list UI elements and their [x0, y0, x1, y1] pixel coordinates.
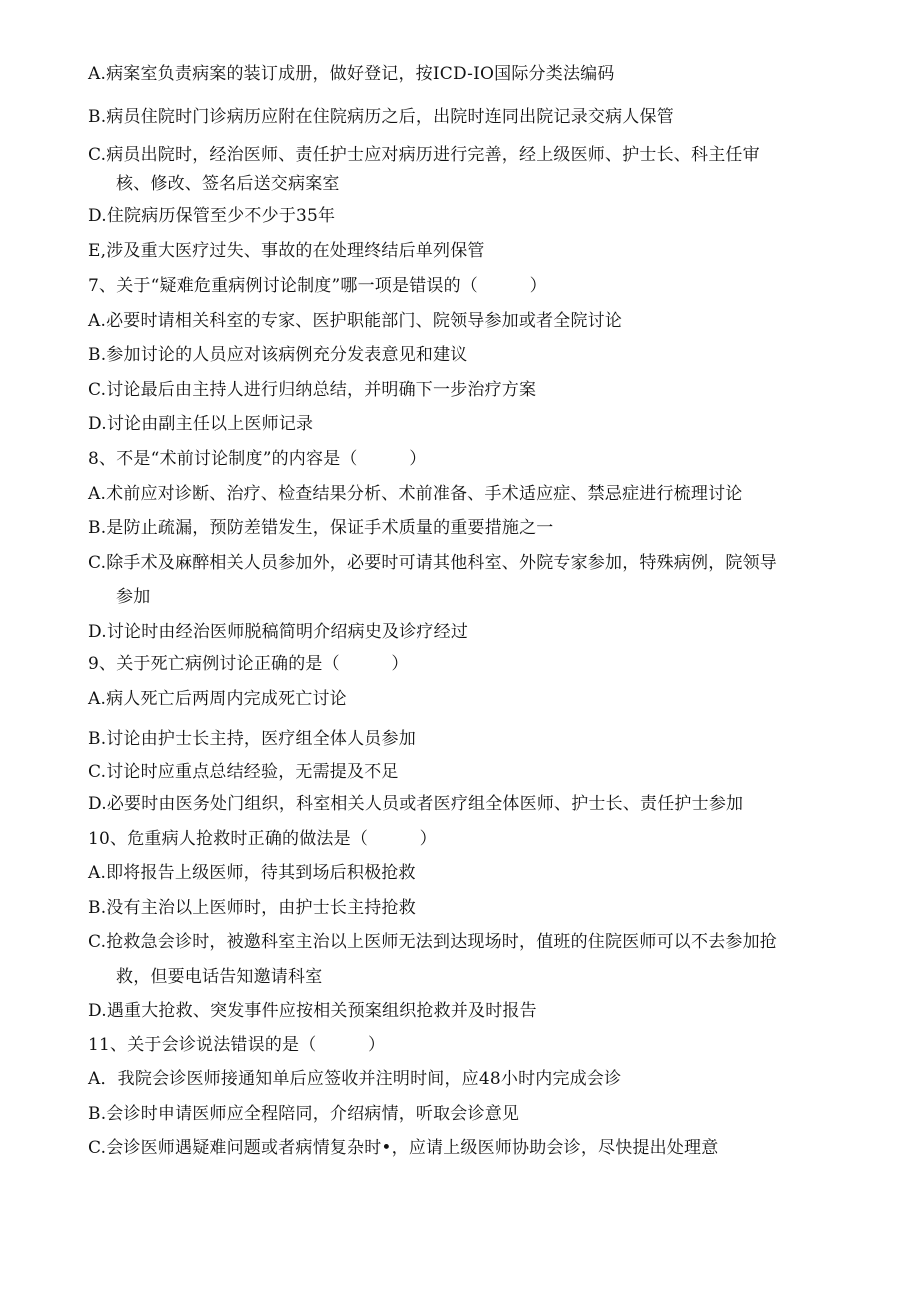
option-9d: D.必要时由医务处门组织，科室相关人员或者医疗组全体医师、护士长、责任护士参加 — [88, 794, 744, 814]
option-8a: A.术前应对诊断、治疗、检查结果分析、术前准备、手术适应症、禁忌症进行梳理讨论 — [88, 484, 743, 504]
option-10c: C.抢救急会诊时，被邀科室主治以上医师无法到达现场时，值班的住院医师可以不去参加抢 — [88, 932, 778, 952]
question-11: 11、关于会诊说法错误的是（ ） — [88, 1035, 386, 1055]
option-6c: C.病员出院时，经治医师、责任护士应对病历进行完善，经上级医师、护士长、科主任审 — [88, 145, 760, 165]
option-8c-continued: 参加 — [116, 587, 151, 607]
option-10b: B.没有主治以上医师时，由护士长主持抢救 — [88, 898, 416, 918]
option-7a: A.必要时请相关科室的专家、医护职能部门、院领导参加或者全院讨论 — [88, 311, 623, 331]
option-7d: D.讨论由副主任以上医师记录 — [88, 414, 314, 434]
option-9b: B.讨论由护士长主持，医疗组全体人员参加 — [88, 729, 416, 749]
option-6a: A.病案室负责病案的装订成册，做好登记，按ICD-IO国际分类法编码 — [88, 64, 615, 84]
option-9c: C.讨论时应重点总结经验，无需提及不足 — [88, 762, 399, 782]
option-6d: D.住院病历保管至少不少于35年 — [88, 206, 336, 226]
option-8d: D.讨论时由经治医师脱稿简明介绍病史及诊疗经过 — [88, 622, 469, 642]
option-8b: B.是防止疏漏，预防差错发生，保证手术质量的重要措施之一 — [88, 518, 554, 538]
option-10a: A.即将报告上级医师，待其到场后积极抢救 — [88, 863, 416, 883]
question-8: 8、不是“术前讨论制度”的内容是（ ） — [88, 449, 427, 469]
question-10: 10、危重病人抢救时正确的做法是（ ） — [88, 829, 437, 849]
option-6b: B.病员住院时门诊病历应附在住院病历之后，出院时连同出院记录交病人保管 — [88, 107, 674, 127]
option-7c: C.讨论最后由主持人进行归纳总结，并明确下一步治疗方案 — [88, 380, 537, 400]
option-11a: A．我院会诊医师接通知单后应签收并注明时间，应48小时内完成会诊 — [88, 1069, 622, 1089]
option-8c: C.除手术及麻醉相关人员参加外，必要时可请其他科室、外院专家参加，特殊病例，院领导 — [88, 553, 778, 573]
question-7: 7、关于“疑难危重病例讨论制度”哪一项是错误的（ ） — [88, 276, 547, 296]
option-11b: B.会诊时申请医师应全程陪同，介绍病情，听取会诊意见 — [88, 1104, 520, 1124]
option-10d: D.遇重大抢救、突发事件应按相关预案组织抢救并及时报告 — [88, 1001, 537, 1021]
option-10c-continued: 救，但要电话告知邀请科室 — [116, 967, 323, 987]
option-7b: B.参加讨论的人员应对该病例充分发表意见和建议 — [88, 345, 468, 365]
option-6c-continued: 核、修改、签名后送交病案室 — [116, 174, 340, 194]
question-9: 9、关于死亡病例讨论正确的是（ ） — [88, 654, 409, 674]
option-6e: E,涉及重大医疗过失、事故的在处理终结后单列保管 — [88, 241, 485, 261]
option-11c: C.会诊医师遇疑难问题或者病情复杂时•，应请上级医师协助会诊，尽快提出处理意 — [88, 1138, 719, 1158]
option-9a: A.病人死亡后两周内完成死亡讨论 — [88, 689, 347, 709]
